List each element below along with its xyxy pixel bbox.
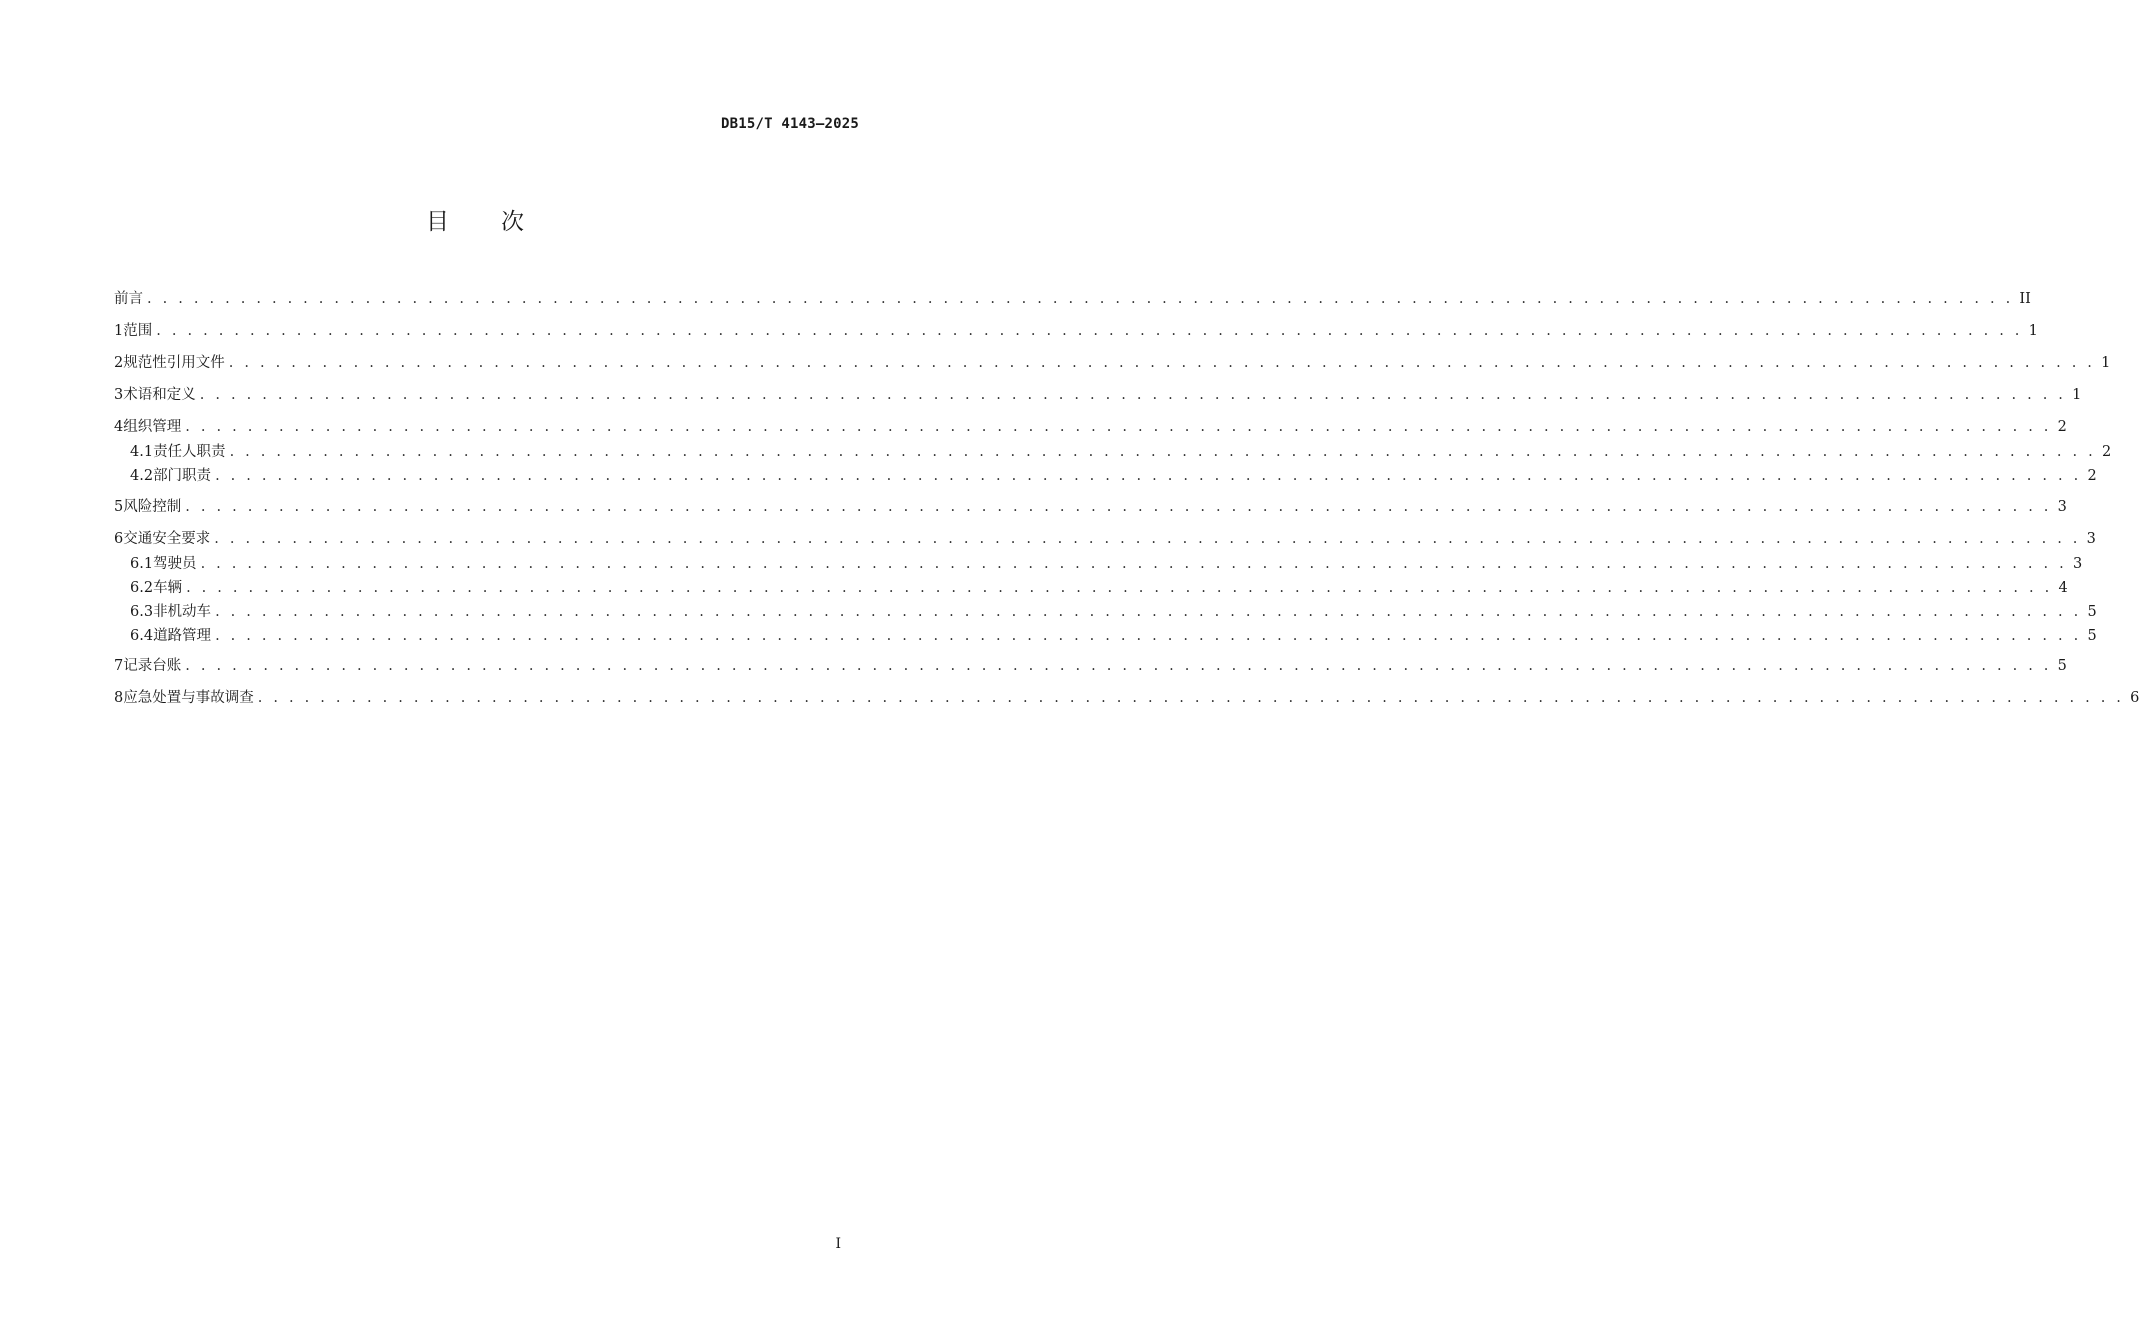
toc-entry[interactable]: [130, 466, 2097, 486]
toc-entry-page: 3: [2086, 531, 2096, 547]
toc-entry-label: 组织管理: [123, 419, 182, 435]
toc-entry-label: 车辆: [153, 580, 183, 596]
toc-entry[interactable]: [114, 353, 2111, 373]
toc-entry-label: 交通安全要求: [123, 531, 211, 547]
toc-entry[interactable]: [130, 554, 2083, 574]
toc-leader-dots: . . . . . . . . . . . . . . . . . . . . . . . . . . . . . . . . . . . . . . . . . . . . . . . . . . . . . . . . . . . . . . . . . . . . . . . . . . . . . . . . . . . . . . . . . . . . . . . . . . . . . . . . . . . . . . . . . . . . . . . .: [186, 580, 2053, 596]
toc-entry-label: 规范性引用文件: [123, 355, 225, 371]
toc-entry-label: 非机动车: [153, 604, 212, 620]
toc-entry-number: 6: [114, 531, 124, 547]
toc-entry[interactable]: [114, 385, 2082, 405]
toc-entry-label: 术语和定义: [123, 387, 196, 403]
toc-leader-dots: . . . . . . . . . . . . . . . . . . . . . . . . . . . . . . . . . . . . . . . . . . . . . . . . . . . . . . . . . . . . . . . . . . . . . . . . . . . . . . . . . . . . . . . . . . . . . . . . . . . . . . . . . . . . . . . . . . . . . . . .: [185, 658, 2052, 674]
toc-leader-dots: . . . . . . . . . . . . . . . . . . . . . . . . . . . . . . . . . . . . . . . . . . . . . . . . . . . . . . . . . . . . . . . . . . . . . . . . . . . . . . . . . . . . . . . . . . . . . . . . . . . . . . . . . . . . . . . . . . . . . . . .: [228, 355, 2096, 371]
toc-leader-dots: . . . . . . . . . . . . . . . . . . . . . . . . . . . . . . . . . . . . . . . . . . . . . . . . . . . . . . . . . . . . . . . . . . . . . . . . . . . . . . . . . . . . . . . . . . . . . . . . . . . . . . . . . . . . . . . . . . . . . . . .: [215, 468, 2082, 484]
toc-leader-dots: . . . . . . . . . . . . . . . . . . . . . . . . . . . . . . . . . . . . . . . . . . . . . . . . . . . . . . . . . . . . . . . . . . . . . . . . . . . . . . . . . . . . . . . . . . . . . . . . . . . . . . . . . . . . . . . . . . . . . . . .: [257, 690, 2125, 706]
toc-entry[interactable]: [130, 442, 2112, 462]
toc-entry-page: 5: [2087, 604, 2097, 620]
page-number: I: [835, 1236, 841, 1252]
toc-entry-number: 6.2: [130, 580, 154, 596]
toc-entry-page: 2: [2087, 468, 2097, 484]
page-title: 目次: [426, 209, 576, 235]
toc-entry-number: 4.1: [130, 444, 154, 460]
toc-entry-page: 5: [2057, 658, 2067, 674]
toc-entry-label: 范围: [123, 323, 153, 339]
toc-leader-dots: . . . . . . . . . . . . . . . . . . . . . . . . . . . . . . . . . . . . . . . . . . . . . . . . . . . . . . . . . . . . . . . . . . . . . . . . . . . . . . . . . . . . . . . . . . . . . . . . . . . . . . . . . . . . . . . . . . . . . . . .: [214, 531, 2081, 547]
toc-entry-label: 前言: [114, 291, 143, 307]
toc-entry-label: 风险控制: [123, 499, 182, 515]
toc-entry-page: 1: [2101, 355, 2111, 371]
toc-entry-page: 1: [2072, 387, 2082, 403]
toc-entry-page: 3: [2072, 556, 2083, 572]
toc-leader-dots: . . . . . . . . . . . . . . . . . . . . . . . . . . . . . . . . . . . . . . . . . . . . . . . . . . . . . . . . . . . . . . . . . . . . . . . . . . . . . . . . . . . . . . . . . . . . . . . . . . . . . . . . . . . . . . . . . . . . . . . .: [147, 291, 2014, 307]
toc-entry-page: 2: [2101, 444, 2112, 460]
toc-entry[interactable]: [130, 578, 2068, 598]
toc-entry-page: II: [2019, 291, 2031, 307]
toc-entry-page: 1: [2028, 323, 2038, 339]
toc-entry[interactable]: [114, 321, 2038, 341]
toc-entry-number: 3: [114, 387, 124, 403]
toc-entry[interactable]: [130, 626, 2097, 646]
toc-entry-label: 责任人职责: [153, 444, 226, 460]
toc-leader-dots: . . . . . . . . . . . . . . . . . . . . . . . . . . . . . . . . . . . . . . . . . . . . . . . . . . . . . . . . . . . . . . . . . . . . . . . . . . . . . . . . . . . . . . . . . . . . . . . . . . . . . . . . . . . . . . . . . . . . . . . .: [229, 444, 2096, 460]
toc-entry-number: 6.1: [130, 556, 154, 572]
toc-entry[interactable]: [114, 497, 2067, 517]
toc-entry[interactable]: [114, 289, 2031, 309]
toc-entry-number: 7: [114, 658, 124, 674]
toc-leader-dots: . . . . . . . . . . . . . . . . . . . . . . . . . . . . . . . . . . . . . . . . . . . . . . . . . . . . . . . . . . . . . . . . . . . . . . . . . . . . . . . . . . . . . . . . . . . . . . . . . . . . . . . . . . . . . . . . . . . . . . . .: [199, 387, 2067, 403]
toc-entry-label: 驾驶员: [153, 556, 197, 572]
toc-entry-label: 应急处置与事故调查: [123, 690, 254, 706]
toc-leader-dots: . . . . . . . . . . . . . . . . . . . . . . . . . . . . . . . . . . . . . . . . . . . . . . . . . . . . . . . . . . . . . . . . . . . . . . . . . . . . . . . . . . . . . . . . . . . . . . . . . . . . . . . . . . . . . . . . . . . . . . . .: [185, 419, 2052, 435]
toc-leader-dots: . . . . . . . . . . . . . . . . . . . . . . . . . . . . . . . . . . . . . . . . . . . . . . . . . . . . . . . . . . . . . . . . . . . . . . . . . . . . . . . . . . . . . . . . . . . . . . . . . . . . . . . . . . . . . . . . . . . . . . . .: [156, 323, 2023, 339]
toc-entry-label: 记录台账: [123, 658, 182, 674]
toc-leader-dots: . . . . . . . . . . . . . . . . . . . . . . . . . . . . . . . . . . . . . . . . . . . . . . . . . . . . . . . . . . . . . . . . . . . . . . . . . . . . . . . . . . . . . . . . . . . . . . . . . . . . . . . . . . . . . . . . . . . . . . . .: [200, 556, 2067, 572]
toc-entry-page: 2: [2057, 419, 2067, 435]
toc-entry-page: 4: [2058, 580, 2068, 596]
toc-entry-page: 6: [2130, 690, 2139, 706]
toc-entry[interactable]: [114, 417, 2067, 437]
toc-entry-page: 5: [2087, 628, 2097, 644]
toc-entry-number: 5: [114, 499, 124, 515]
document-code: DB15/T 4143—2025: [720, 116, 859, 132]
toc-leader-dots: . . . . . . . . . . . . . . . . . . . . . . . . . . . . . . . . . . . . . . . . . . . . . . . . . . . . . . . . . . . . . . . . . . . . . . . . . . . . . . . . . . . . . . . . . . . . . . . . . . . . . . . . . . . . . . . . . . . . . . . .: [185, 499, 2052, 515]
toc-leader-dots: . . . . . . . . . . . . . . . . . . . . . . . . . . . . . . . . . . . . . . . . . . . . . . . . . . . . . . . . . . . . . . . . . . . . . . . . . . . . . . . . . . . . . . . . . . . . . . . . . . . . . . . . . . . . . . . . . . . . . . . .: [215, 628, 2082, 644]
toc-entry-number: 6.3: [130, 604, 154, 620]
toc-entry-number: 6.4: [130, 628, 154, 644]
toc-entry-number: 2: [114, 355, 124, 371]
toc-entry-label: 道路管理: [153, 628, 212, 644]
toc-entry[interactable]: [114, 688, 2139, 708]
toc-entry-number: 1: [114, 323, 124, 339]
toc-entry[interactable]: [130, 602, 2097, 622]
toc-entry-label: 部门职责: [153, 468, 212, 484]
toc-entry-page: 3: [2057, 499, 2067, 515]
toc-entry-number: 8: [114, 690, 124, 706]
toc-entry-number: 4.2: [130, 468, 154, 484]
toc-entry[interactable]: [114, 656, 2067, 676]
toc-entry[interactable]: [114, 529, 2096, 549]
toc-entry-number: 4: [114, 419, 124, 435]
toc-leader-dots: . . . . . . . . . . . . . . . . . . . . . . . . . . . . . . . . . . . . . . . . . . . . . . . . . . . . . . . . . . . . . . . . . . . . . . . . . . . . . . . . . . . . . . . . . . . . . . . . . . . . . . . . . . . . . . . . . . . . . . . .: [215, 604, 2082, 620]
